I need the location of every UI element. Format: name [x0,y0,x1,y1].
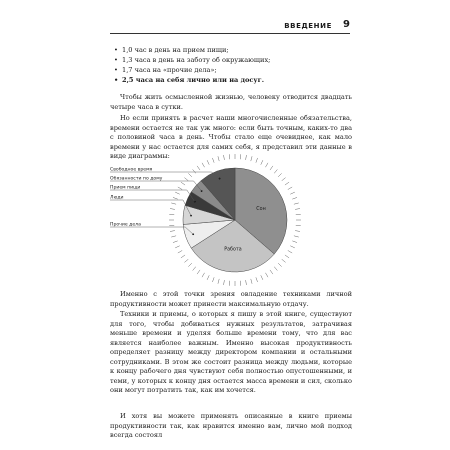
leader-dot [190,215,192,217]
clock-tick [251,279,252,284]
slice-label: Сон [256,207,266,213]
page-number: 9 [343,19,350,30]
clock-tick [224,280,225,285]
clock-tick [282,178,286,181]
clock-tick [181,255,185,258]
slice-label: Работа [224,247,242,253]
paragraph: Техники и приемы, о которых я пишу в этой книге, существуют для того, чтобы добиваться нужных результатов, затрачивая меньше времени и уделяя больше времени тому, что для вас является наиболее важным. Именно высокая продуктивность определяет разницу между директором компании и остальными сотрудниками. В этом же состоит разница между людьми, которые к концу рабочего дня чувствуют себя полностью опустошенными, и теми, у которых к концу дня остается масса времени и сил, сколько они могут потратить так, как им хочется. [110,310,352,394]
slice-legend-label: Обязанности по дому [110,176,163,182]
header-rule [110,33,350,34]
clock-tick [197,166,200,170]
clock-tick [295,231,300,232]
clock-tick [270,166,273,170]
slice-legend-label: Прием пищи [110,185,141,191]
clock-tick [207,275,209,280]
clock-tick [218,156,219,161]
slice-legend-label: Люди [110,195,124,201]
clock-tick [266,163,269,167]
clock-tick [285,255,289,258]
bullet-dot: • [114,66,118,74]
leader-line [110,227,193,234]
bullet-dot: • [114,56,118,64]
pie-chart-svg [105,150,355,290]
clock-tick [193,267,196,271]
clock-tick [261,275,263,280]
clock-tick [294,236,299,237]
list-item-text: 1,7 часа на «прочие дела»; [122,66,217,74]
clock-tick [256,277,258,282]
clock-tick [184,259,188,262]
clock-tick [197,270,200,274]
list-item-text: 1,3 часа в день на заботу об окружающих; [122,56,271,64]
clock-tick [207,160,209,165]
clock-tick [290,246,295,248]
clock-tick [188,173,192,177]
clock-tick [181,182,185,185]
list-item [114,55,354,65]
clock-tick [212,158,214,163]
clock-tick [294,203,299,204]
clock-tick [170,209,175,210]
running-header [110,19,350,41]
clock-tick [288,187,292,190]
clock-tick [278,263,282,267]
list-item-text: 2,5 часа на себя лично или на досуг. [122,76,264,84]
clock-tick [175,192,180,194]
clock-tick [251,156,252,161]
clock-tick [274,267,277,271]
clock-tick [173,241,178,243]
time-list [114,45,354,85]
clock-tick [202,163,205,167]
clock-tick [292,197,297,199]
list-item [114,65,354,75]
chapter-title: ВВЕДЕНИЕ [284,22,332,30]
clock-tick [288,251,292,254]
clock-tick [256,158,258,163]
clock-tick [285,182,289,185]
clock-tick [178,187,182,190]
clock-tick [261,160,263,165]
clock-tick [175,246,180,248]
list-item [114,45,354,55]
slice-legend-label: Прочие дела [110,222,141,228]
clock-tick [171,203,176,204]
clock-tick [246,280,247,285]
paragraph: И хотя вы можете применять описанные в книге приемы продуктивности так, как нравится именно вам, лично мой подход всегда состоял [110,412,352,439]
clock-tick [171,236,176,237]
clock-tick [173,197,178,199]
clock-tick [290,192,295,194]
clock-tick [292,241,297,243]
paragraph: Именно с этой точки зрения овладение техниками личной продуктивности может принести максимальную отдачу. [110,290,352,308]
slice-legend-label: Свободное время [110,167,153,173]
leader-line [110,200,191,216]
paragraph: Чтобы жить осмысленной жизнью, человеку отводится двадцать четыре часа в сутки. [110,93,352,111]
clock-tick [224,155,225,160]
clock-tick [188,263,192,267]
clock-tick [218,279,219,284]
clock-tick [295,209,300,210]
list-item-bold [114,75,354,85]
clock-tick [270,270,273,274]
clock-tick [212,277,214,282]
time-pie-chart [105,150,355,290]
paragraph: Но если принять в расчет наши многочисленные обязательства, времени остается не так уж много: если быть точным, каких-то два с половиной часа в день. Чтобы стало еще очевиднее, как мало времени у нас остается для самих себя, я представил эти данные в виде диаграммы: [110,114,352,160]
clock-tick [193,169,196,173]
clock-tick [278,173,282,177]
bullet-dot: • [114,76,119,84]
list-item-text: 1,0 час в день на прием пищи; [122,46,229,54]
clock-tick [266,273,269,277]
clock-tick [274,169,277,173]
bullet-dot: • [114,46,118,54]
clock-tick [202,273,205,277]
clock-tick [178,251,182,254]
clock-tick [246,155,247,160]
clock-tick [282,259,286,262]
clock-tick [184,178,188,181]
clock-tick [170,231,175,232]
